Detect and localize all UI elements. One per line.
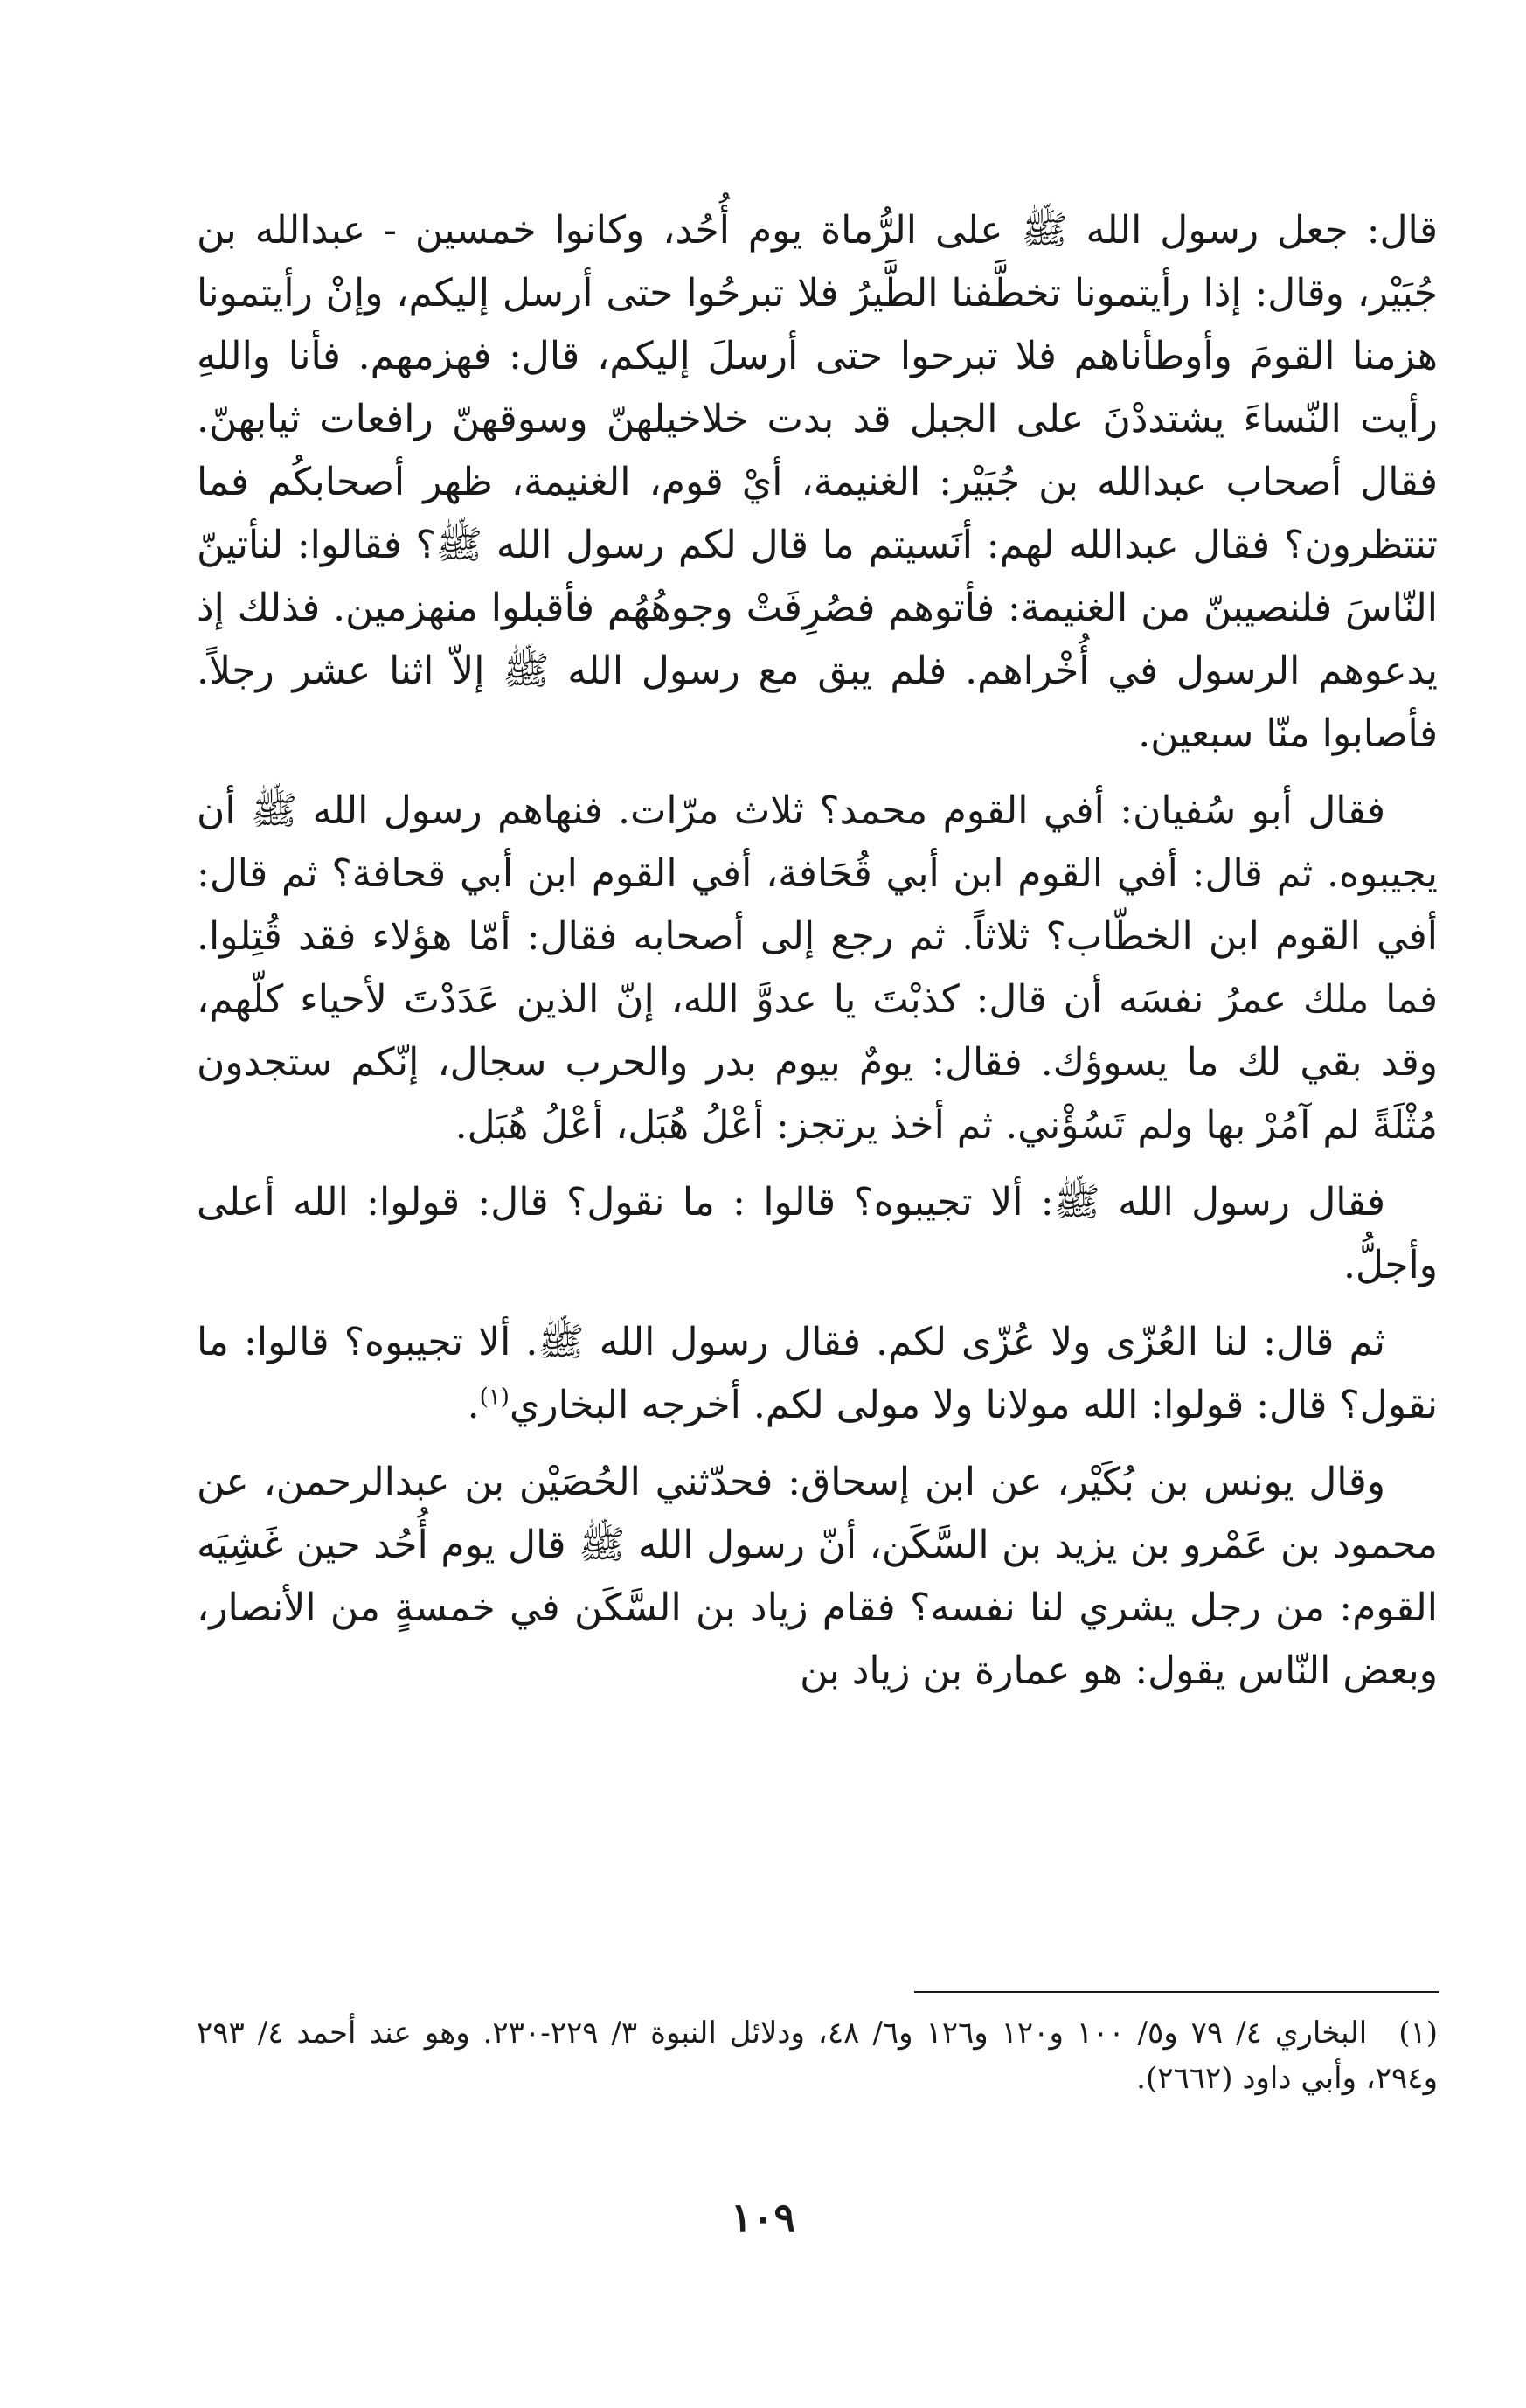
footnote-text: البخاري ٤/ ٧٩ و٥/ ١٠٠ و١٢٠ و١٢٦ و٦/ ٤٨، ودلائل النبوة ٣/ ٢٢٩-٢٣٠. وهو عند أحمد ٤/ ٢٩٣ و٢٩٤، وأبي داود (٢٦٦٢). [197,2016,1438,2096]
footnote-marker: (١) [1398,2016,1439,2051]
paragraph-4-end: . [467,1383,480,1427]
page-number: ١٠٩ [730,2194,796,2241]
footnote-divider [914,1991,1439,1993]
paragraph-5: وقال يونس بن بُكَيْر، عن ابن إسحاق: فحدّثني الحُصَيْن بن عبدالرحمن، عن محمود بن عَمْرو بن يزيد بن السَّكَن، أنّ رسول الله ﷺ قال يوم أُحُد حين غَشِيَه القوم: من رجل يشري لنا نفسه؟ فقام زياد بن السَّكَن في خمسةٍ من الأنصار، وبعض النّاس يقول: هو عمارة بن زياد بن [197,1460,1438,1693]
main-text [197,199,1438,1717]
paragraph-3: فقال رسول الله ﷺ: ألا تجيبوه؟ قالوا : ما نقول؟ قال: قولوا: الله أعلى وأجلُّ. [197,1180,1438,1287]
footnote-reference: (١) [479,1384,510,1411]
paragraph-2: فقال أبو سُفيان: أفي القوم محمد؟ ثلاث مرّات. فنهاهم رسول الله ﷺ أن يجيبوه. ثم قال: أفي القوم ابن أبي قُحَافة، أفي القوم ابن أبي قحافة؟ ثم قال: أفي القوم ابن الخطّاب؟ ثلاثاً. ثم رجع إلى أصحابه فقال: أمّا هؤلاء فقد قُتِلوا. فما ملك عمرُ نفسَه أن قال: كذبْتَ يا عدوَّ الله، إنّ الذين عَدَدْتَ لأحياء كلّهم، وقد بقي لك ما يسوؤك. فقال: يومٌ بيوم بدر والحرب سجال، إنّكم ستجدون مُثْلَةً لم آمُرْ بها ولم تَسُؤْني. ثم أخذ يرتجز: أعْلُ هُبَل، أعْلُ هُبَل. [197,788,1438,1148]
paragraph-1: قال: جعل رسول الله ﷺ على الرُّماة يوم أُحُد، وكانوا خمسين - عبدالله بن جُبَيْر، وقال: إذا رأيتمونا تخطَّفنا الطَّيرُ فلا تبرحُوا حتى أرسل إليكم، وإنْ رأيتمونا هزمنا القومَ وأوطأناهم فلا تبرحوا حتى أرسلَ إليكم، قال: فهزمهم. فأنا واللهِ رأيت النّساءَ يشتددْنَ على الجبل قد بدت خلاخيلهنّ وسوقهنّ رافعات ثيابهنّ. فقال أصحاب عبدالله بن جُبَيْر: الغنيمة، أيْ قوم، الغنيمة، ظهر أصحابكُم فما تنتظرون؟ فقال عبدالله لهم: أنَسيتم ما قال لكم رسول الله ﷺ؟ فقالوا: لنأتينّ النّاسَ فلنصيبنّ من الغنيمة: فأتوهم فصُرِفَتْ وجوهُهُم فأقبلوا منهزمين. فذلك إذ يدعوهم الرسول في أُخْراهم. فلم يبق مع رسول الله ﷺ إلاّ اثنا عشر رجلاً. فأصابوا منّا سبعين. [197,208,1438,756]
paragraph-4 [197,1311,1438,1437]
footnotes [197,2010,1438,2101]
paragraph-4-text: ثم قال: لنا العُزّى ولا عُزّى لكم. فقال رسول الله ﷺ. ألا تجيبوه؟ قالوا: ما نقول؟ قال: قولوا: الله مولانا ولا مولى لكم. أخرجه البخاري [197,1320,1438,1427]
